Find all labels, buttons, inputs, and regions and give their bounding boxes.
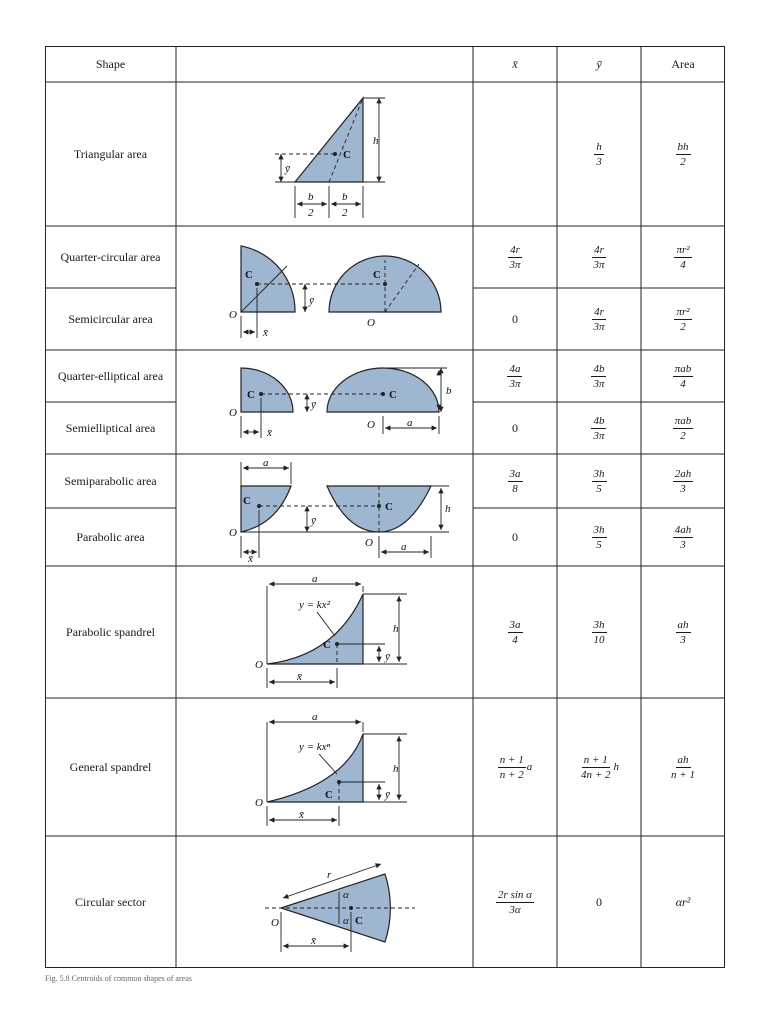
spandrel-c-label: C	[323, 639, 331, 651]
fraction-numerator: 4a	[509, 362, 521, 375]
fraction-numerator: 4b	[593, 362, 605, 375]
fraction-denominator: n + 1	[671, 768, 695, 781]
elliptical-b-label: b	[446, 385, 452, 397]
fraction-numerator: n + 1	[583, 753, 608, 766]
formula-text: 0	[512, 420, 518, 435]
triangle-figure	[275, 98, 385, 219]
parabola-c-label: C	[385, 501, 393, 513]
fraction-denominator: 3	[680, 633, 686, 646]
figures	[45, 46, 725, 968]
header-ybar: ȳ	[596, 56, 602, 71]
fraction-denominator: 4n + 2	[581, 768, 611, 781]
fraction-numerator: πr²	[676, 305, 690, 318]
row-name: Semicircular area	[68, 311, 153, 326]
general-a-label: a	[312, 711, 318, 723]
general-spandrel-figure	[255, 711, 407, 826]
sector-alpha-label: α	[343, 889, 349, 901]
parabolic-figure	[229, 457, 451, 565]
fraction-numerator: h	[596, 140, 602, 153]
sector-r-label: r	[327, 869, 332, 881]
header-xbar: x̄	[512, 56, 518, 71]
semiparabola-c-label: C	[243, 495, 251, 507]
triangle-ybar-label: ȳ	[285, 163, 290, 175]
circular-figure	[229, 246, 441, 339]
circular-o-label: O	[367, 317, 375, 329]
sector-figure	[265, 864, 415, 952]
quarter-ellipse-c-label: C	[247, 389, 255, 401]
fraction-numerator: πr²	[676, 243, 690, 256]
circular-ybar-label: ȳ	[309, 295, 314, 307]
fraction-numerator: 2ah	[674, 467, 692, 480]
formula-suffix: a	[526, 761, 533, 773]
fraction-denominator: 3π	[509, 377, 521, 390]
fraction-denominator: 3α	[509, 903, 521, 916]
spandrel-xbar-label: x̄	[297, 671, 302, 683]
fraction-numerator: πab	[674, 414, 692, 427]
fraction-numerator: 4ah	[674, 523, 692, 536]
elliptical-figure	[229, 368, 452, 439]
fraction-denominator: 3	[680, 482, 686, 495]
fraction-denominator: 3	[680, 538, 686, 551]
fraction-numerator: 3a	[509, 618, 521, 631]
fraction-denominator: 2	[680, 155, 686, 168]
sector-alpha-label: α	[343, 915, 349, 927]
fraction-numerator: 3h	[593, 618, 605, 631]
quarter-circle-c-label: C	[245, 269, 253, 281]
fraction-denominator: 4	[512, 633, 518, 646]
row-name: Triangular area	[73, 146, 148, 161]
fraction-denominator: 10	[593, 633, 605, 646]
formula-text: 0	[512, 311, 518, 326]
semiellipse-c-label: C	[389, 389, 397, 401]
formula-text: αr²	[675, 894, 691, 909]
fraction-numerator: πab	[674, 362, 692, 375]
fraction-denominator: 3π	[509, 258, 521, 271]
fraction-numerator: 4b	[593, 414, 605, 427]
spandrel-eq-label: y = kx²	[299, 599, 330, 611]
spandrel-h-label: h	[393, 623, 399, 635]
general-ybar-label: ȳ	[385, 789, 390, 801]
fraction-numerator: 4r	[594, 243, 604, 256]
elliptical-o-label: O	[229, 407, 237, 419]
formula-text: 0	[512, 529, 518, 544]
formula-suffix: h	[613, 761, 619, 773]
general-xbar-label: x̄	[299, 809, 304, 821]
fraction-numerator: ah	[677, 753, 689, 766]
header-area: Area	[671, 56, 695, 71]
fraction-numerator: 2r sin α	[498, 888, 532, 901]
sector-c-label: C	[355, 915, 363, 927]
triangle-b-label: b	[342, 191, 348, 203]
row-name: Circular sector	[75, 894, 146, 909]
sector-o-label: O	[271, 917, 279, 929]
fraction-numerator: 3h	[593, 467, 605, 480]
semicircle-c-label: C	[373, 269, 381, 281]
parabolic-o-label: O	[365, 537, 373, 549]
triangle-h-label: h	[373, 135, 379, 147]
fraction-denominator: 4	[680, 377, 686, 390]
sector-xbar-label: x̄	[311, 935, 316, 947]
parabolic-h-label: h	[445, 503, 451, 515]
parabolic-a-label: a	[263, 457, 269, 469]
fraction-denominator: 5	[596, 482, 602, 495]
fraction-denominator: n + 2	[499, 768, 524, 781]
general-c-label: C	[325, 789, 333, 801]
row-name: Semielliptical area	[65, 420, 156, 435]
elliptical-ybar-label: ȳ	[311, 399, 316, 411]
centroid-table	[45, 46, 725, 968]
parabolic-o-label: O	[229, 527, 237, 539]
general-h-label: h	[393, 763, 399, 775]
circular-o-label: O	[229, 309, 237, 321]
fraction-denominator: 2	[680, 320, 686, 333]
spandrel-a-label: a	[312, 573, 318, 585]
fraction-denominator: 3	[596, 155, 602, 168]
elliptical-xbar-label: x̄	[267, 427, 272, 439]
parabolic-xbar-label: x̄	[248, 553, 253, 565]
fraction-denominator: 3π	[593, 429, 605, 442]
spandrel-ybar-label: ȳ	[385, 651, 390, 663]
fraction-denominator: 3π	[593, 377, 605, 390]
fraction-numerator: 3a	[509, 467, 521, 480]
fraction-denominator: 4	[680, 258, 686, 271]
formula-text: 0	[596, 894, 602, 909]
triangle-c-label: C	[343, 149, 351, 161]
row-name: Quarter-elliptical area	[57, 368, 164, 383]
fraction-denominator: 8	[512, 482, 518, 495]
fraction-numerator: ah	[677, 618, 689, 631]
general-o-label: O	[255, 797, 263, 809]
figure-caption: Fig. 5.8 Centroids of common shapes of areas	[45, 974, 192, 983]
row-name: General spandrel	[69, 759, 152, 774]
elliptical-o-label: O	[367, 419, 375, 431]
fraction-numerator: n + 1	[499, 753, 524, 766]
row-name: Parabolic area	[76, 529, 145, 544]
parabolic-a-label: a	[401, 541, 407, 553]
fraction-numerator: 4r	[510, 243, 520, 256]
row-name: Quarter-circular area	[60, 249, 161, 264]
triangle-two-label: 2	[308, 207, 314, 219]
triangle-two-label: 2	[342, 207, 348, 219]
fraction-numerator: 3h	[593, 523, 605, 536]
spandrel-figure	[255, 573, 407, 688]
fraction-denominator: 2	[680, 429, 686, 442]
fraction-denominator: 3π	[593, 320, 605, 333]
header-shape: Shape	[95, 56, 126, 71]
circular-xbar-label: x̄	[263, 327, 268, 339]
general-eq-label: y = kxⁿ	[299, 741, 331, 753]
triangle-b-label: b	[308, 191, 314, 203]
parabolic-ybar-label: ȳ	[311, 515, 316, 527]
row-name: Semiparabolic area	[64, 473, 157, 488]
row-name: Parabolic spandrel	[66, 624, 155, 639]
spandrel-o-label: O	[255, 659, 263, 671]
fraction-denominator: 5	[596, 538, 602, 551]
fraction-numerator: bh	[677, 140, 689, 153]
fraction-denominator: 3π	[593, 258, 605, 271]
fraction-numerator: 4r	[594, 305, 604, 318]
elliptical-a-label: a	[407, 417, 413, 429]
